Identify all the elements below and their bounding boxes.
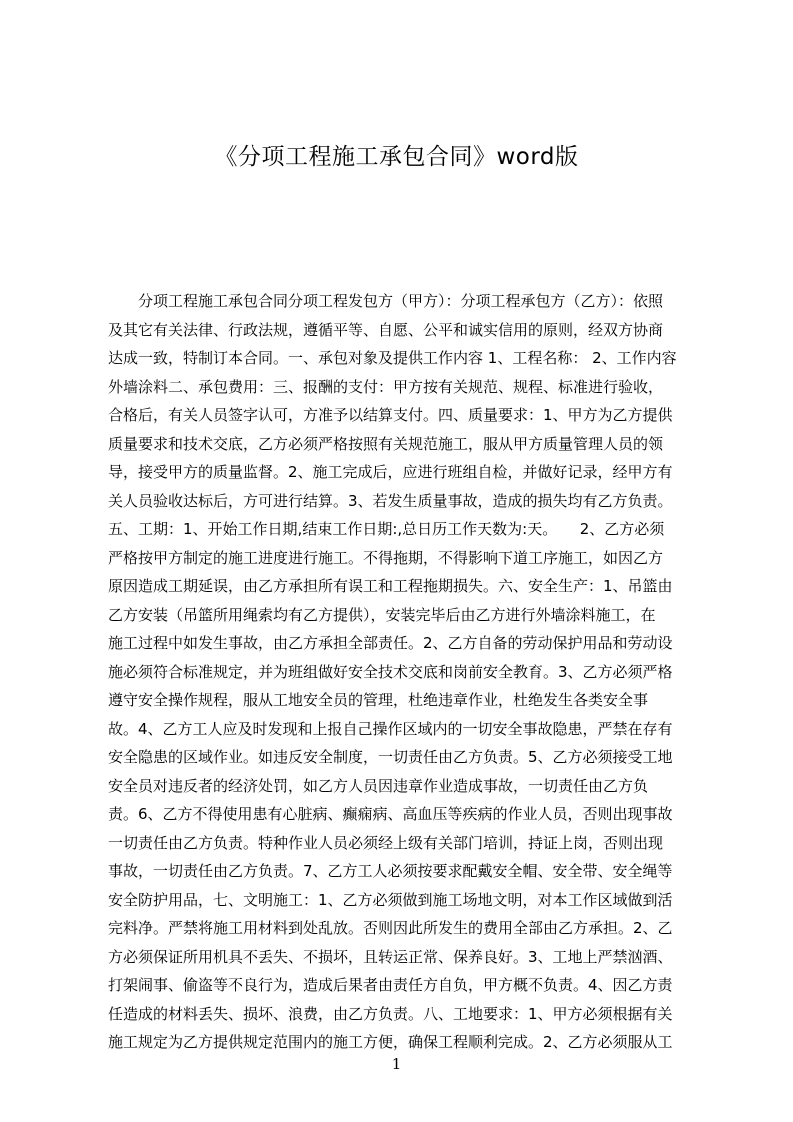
- body-line: 原因造成工期延误，由乙方承担所有误工和工程拖期损失。六、安全生产：1、吊篮由: [108, 577, 673, 595]
- body-line: 施必须符合标准规定，并为班组做好安全技术交底和岗前安全教育。3、乙方必须严格: [108, 662, 673, 681]
- page-number: 1: [391, 1055, 402, 1073]
- body-line: 关人员验收达标后，方可进行结算。3、若发生质量事故，造成的损失均有乙方负责。: [108, 491, 673, 510]
- body-line: 责。6、乙方不得使用患有心脏病、癫痫病、高血压等疾病的作业人员，否则出现事故: [108, 805, 673, 823]
- body-line: 事故，一切责任由乙方负责。7、乙方工人必须按要求配戴安全帽、安全带、安全绳等: [108, 862, 673, 880]
- body-line: 安全员对违反者的经济处罚，如乙方人员因违章作业造成事故，一切责任由乙方负: [108, 776, 649, 795]
- body-line: 方必须保证所用机具不丢失、不损坏，且转运正常、保养良好。3、工地上严禁汹酒、: [108, 947, 673, 966]
- document-title: 《分项工程施工承包合同》word版: [214, 144, 579, 170]
- body-line: 合格后，有关人员签字认可，方准予以结算支付。四、质量要求：1、甲方为乙方提供: [108, 406, 673, 424]
- body-line: 分项工程施工承包合同分项工程发包方（甲方）：分项工程承包方（乙方）：依照: [108, 292, 664, 310]
- body-line: 一切责任由乙方负责。特种作业人员必须经上级有关部门培训，持证上岗，否则出现: [108, 833, 664, 852]
- body-line: 五、工期：1、开始工作日期,结束工作日期:,总日历工作天数为:天。 2、乙方必须: [108, 520, 665, 538]
- body-line: 打架闹事、偷盗等不良行为，造成后果者由责任方自负，甲方概不负责。4、因乙方责: [108, 976, 673, 994]
- body-line: 任造成的材料丢失、损坏、浪费，由乙方负责。八、工地要求：1、甲方必须根据有关: [108, 1004, 673, 1023]
- body-line: 导，接受甲方的质量监督。2、施工完成后，应进行班组自检，并做好记录，经甲方有: [108, 463, 673, 481]
- body-line: 乙方安装（吊篮所用绳索均有乙方提供），安装完毕后由乙方进行外墙涂料施工，在: [108, 605, 656, 624]
- body-line: 质量要求和技术交底，乙方必须严格按照有关规范施工，服从甲方质量管理人员的领: [108, 434, 664, 453]
- body-line: 严格按甲方制定的施工进度进行施工。不得拖期，不得影响下道工序施工，如因乙方: [108, 548, 664, 567]
- body-line: 安全防护用品，七、文明施工：1、乙方必须做到施工场地文明，对本工作区域做到活: [108, 890, 673, 909]
- body-line: 外墙涂料二、承包费用：三、报酬的支付：甲方按有关规范、规程、标准进行验收，: [108, 377, 664, 396]
- body-line: 完料净。严禁将施工用材料到处乱放。否则因此所发生的费用全部由乙方承担。2、乙: [108, 919, 673, 937]
- body-line: 遵守安全操作规程，服从工地安全员的管理，杜绝违章作业，杜绝发生各类安全事: [108, 691, 649, 709]
- body-line: 及其它有关法律、行政法规，遵循平等、自愿、公平和诚实信用的原则，经双方协商: [108, 320, 664, 339]
- body-line: 施工过程中如发生事故，由乙方承担全部责任。2、乙方自备的劳动保护用品和劳动设: [108, 634, 673, 652]
- contract-body: [108, 287, 698, 1057]
- body-line: 安全隐患的区域作业。如违反安全制度，一切责任由乙方负责。5、乙方必须接受工地: [108, 748, 673, 766]
- body-line: 达成一致，特制订本合同。一、承包对象及提供工作内容 1、工程名称： 2、工作内容: [108, 349, 677, 367]
- body-line: 故。4、乙方工人应及时发现和上报自己操作区域内的一切安全事故隐患，严禁在存有: [108, 719, 673, 738]
- body-line: 施工规定为乙方提供规定范围内的施工方便，确保工程顺利完成。2、乙方必须服从工: [108, 1033, 673, 1051]
